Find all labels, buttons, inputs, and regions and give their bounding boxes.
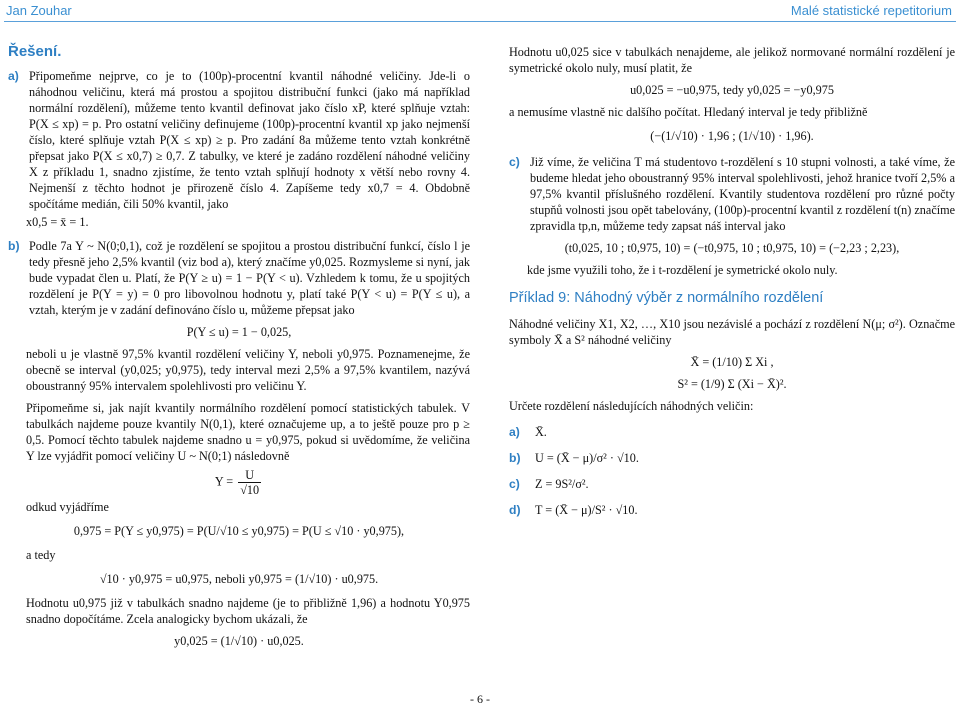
item-a-equation: x0,5 = x̄ = 1. <box>26 215 89 229</box>
task-c-label: c) <box>509 477 520 491</box>
header-rule <box>4 21 956 22</box>
task-d-expr: T = (X̄ − μ)/S² · √10. <box>535 503 638 517</box>
eq2-lhs: Y = <box>214 474 234 489</box>
right-equation-2: (−(1/√10) · 1,96 ; (1/√10) · 1,96). <box>650 129 814 143</box>
item-b-label: b) <box>8 239 20 253</box>
eq2-fraction <box>238 468 261 497</box>
right-text-2: a nemusíme vlastně nic dalšího počítat. Hledaný interval je tedy přibližně <box>509 105 868 119</box>
task-b <box>509 450 955 466</box>
example-task: Určete rozdělení následujících náhodných veličin: <box>509 399 754 413</box>
task-b-label: b) <box>509 451 521 465</box>
example-text: Náhodné veličiny X1, X2, …, X10 jsou nezávislé a pochází z rozdělení N(μ; σ²). Označme symboly X̄ a S² náhodné veličiny <box>509 317 955 347</box>
header-author: Jan Zouhar <box>6 3 72 18</box>
task-b-expr: U = (X̄ − μ)/σ² · √10. <box>535 451 639 465</box>
item-b-equation-2 <box>8 468 470 497</box>
page-header <box>0 0 960 24</box>
right-intro: Hodnotu u0,025 sice v tabulkách nenajdeme, ale jelikož normované normální rozdělení je symetrické okolo nuly, musí platit, že <box>509 45 955 75</box>
item-b-equation-1: P(Y ≤ u) = 1 − 0,025, <box>186 325 292 339</box>
task-a-expr: X̄. <box>535 425 547 439</box>
example-equation-2: S² = (1/9) Σ (Xi − X̄)². <box>677 377 787 391</box>
item-c-text-2: kde jsme využili toho, že i t-rozdělení je symetrické okolo nuly. <box>527 263 838 277</box>
item-b-equation-3: 0,975 = P(Y ≤ y0,975) = P(U/√10 ≤ y0,975) = P(U ≤ √10 · y0,975), <box>73 524 405 538</box>
eq2-denominator: √10 <box>240 483 260 497</box>
item-b-text-3: Připomeňme si, jak najít kvantily normálního rozdělení pomocí statistických tabulek. V tabulkách najdeme pouze kvantily N(0,1), které označujeme up, a to ještě pouze pro p ≥ 0,5. Pomocí těchto tabulek najdeme snadno u = y0,975, pokud si uvědomíme, že veličina Y lze vyjádřit pomocí veličiny U ~ N(0;1) následovně <box>26 401 470 463</box>
task-a <box>509 424 955 440</box>
task-d-label: d) <box>509 503 521 517</box>
item-a-label: a) <box>8 69 19 83</box>
odkud-text: odkud vyjádříme <box>26 500 109 514</box>
item-c-text: Již víme, že veličina T má studentovo t-rozdělení s 10 stupni volnosti, a také víme, že budeme hledat jeho oboustranný 95% interval spolehlivosti, jehož hranice tvoří 2,5% a 97,5% kvantil příslušného rozdělení. Kvantily studentova rozdělení pro různé počty stupňů volnosti jsou opět tabelovány, (100p)-procentní kvantil z rozdělení t(n) značíme zpravidla tp,n, můžeme tedy zapsat náš interval jako <box>530 155 955 233</box>
item-b-text: Podle 7a Y ~ N(0;0,1), což je rozdělení se spojitou a prostou distribuční funkcí, číslo l je tedy přesně jeho 2,5% kvantil (viz bod a), který značíme y0,025. Rozmysleme si nyní, jak bude vypadat člen u. Platí, že P(Y ≥ u) = 1 − P(Y < u). Vzhledem k tomu, že u spojitých rozdělení je P(Y = y) = 0 pro libovolnou hodnotu y, platí také P(Y < u) = P(Y ≤ u), a vztah, kterým je v zadání definováno číslo u, můžeme přepsat jako <box>29 239 470 317</box>
section-heading: Řešení. <box>8 43 62 60</box>
task-c-expr: Z = 9S²/σ². <box>535 477 589 491</box>
example-heading: Příklad 9: Náhodný výběr z normálního rozdělení <box>509 290 824 306</box>
item-b <box>8 238 470 318</box>
item-c-label: c) <box>509 155 520 169</box>
item-b-equation-4: √10 · y0,975 = u0,975, neboli y0,975 = (1/√10) · u0,975. <box>99 572 379 586</box>
item-a <box>8 68 470 212</box>
item-c-equation: (t0,025, 10 ; t0,975, 10) = (−t0,975, 10 ; t0,975, 10) = (−2,23 ; 2,23), <box>564 241 900 255</box>
eq2-numerator: U <box>238 468 261 483</box>
header-title: Malé statistické repetitorium <box>790 3 952 18</box>
page-number: - 6 - <box>470 692 490 706</box>
item-a-text: Připomeňme nejprve, co je to (100p)-procentní kvantil náhodné veličiny. Jde-li o náhodnou veličinu, která má prostou a spojitou distribuční funkci (jako má například normální rozdělení), můžeme tento kvantil definovat jako číslo xP, které splňuje vztah: P(X ≤ xp) = p. Pro ostatní veličiny definujeme (100p)-procentní kvantil xp jako nejmenší číslo, které splňuje vztah P(X ≤ xp) ≥ p. Pro zadání 8a můžeme tento vztah konkrétně přepsat jako P(X ≤ x0,7) ≥ 0,7. Z tabulky, ve které je zadáno rozdělení náhodné veličiny X z příkladu 1, snadno zjistíme, že tento vztah splňují hodnoty x větší nebo rovny 4. Nejmenší z těchto hodnot je přirozeně číslo 4. Zapíšeme tedy x0,7 = 4. Obdobně spočítáme medián, čili 50% kvantil, jako <box>29 69 470 211</box>
task-c <box>509 476 955 492</box>
task-d <box>509 502 955 518</box>
example-equation-1: X̄ = (1/10) Σ Xi , <box>690 355 774 369</box>
atedy-text: a tedy <box>26 548 56 562</box>
left-column <box>8 44 470 655</box>
item-b-text-2: neboli u je vlastně 97,5% kvantil rozdělení veličiny Y, neboli y0,975. Poznamenejme, že obecně se interval (y0,025; y0,975), tedy interval mezi 2,5% a 97,5% kvantilem, nazývá oboustranný 95% intervalem spolehlivosti pro veličinu Y. <box>26 347 470 393</box>
item-b-text-4: Hodnotu u0,975 již v tabulkách snadno najdeme (je to přibližně 1,96) a hodnotu Y0,975 snadno dopočítáme. Zcela analogicky bychom ukázali, že <box>26 596 470 626</box>
right-column <box>509 44 955 528</box>
item-b-equation-5: y0,025 = (1/√10) · u0,025. <box>174 634 304 648</box>
right-equation-1: u0,025 = −u0,975, tedy y0,025 = −y0,975 <box>630 83 834 97</box>
item-c <box>509 154 955 234</box>
task-a-label: a) <box>509 425 520 439</box>
